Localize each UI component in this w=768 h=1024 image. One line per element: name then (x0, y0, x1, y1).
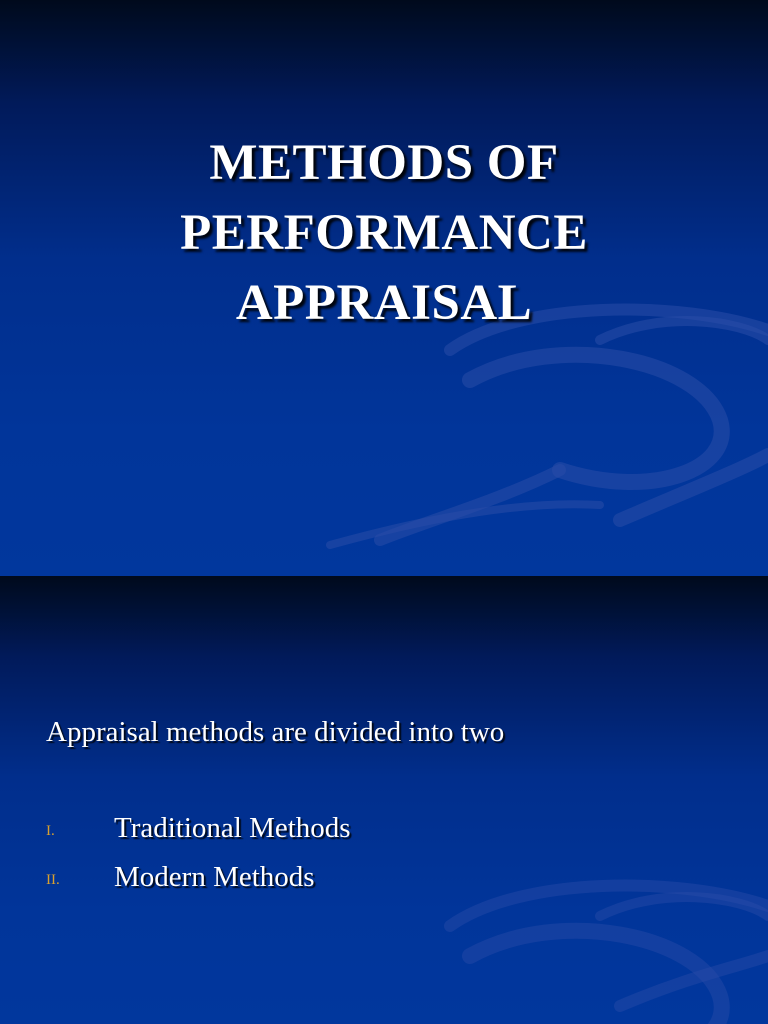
list-item-text: Traditional Methods (114, 812, 351, 844)
content-slide (0, 576, 768, 1024)
title-line-3: APPRAISAL (235, 275, 533, 331)
swoosh-decoration (0, 576, 768, 1024)
list-marker: I. (46, 823, 55, 839)
title-line-1: METHODS OF (209, 135, 559, 191)
slide-title (0, 128, 768, 338)
title-line-2: PERFORMANCE (180, 205, 588, 261)
list-item-text: Modern Methods (114, 861, 315, 893)
intro-text: Appraisal methods are divided into two (46, 716, 505, 748)
list-marker: II. (46, 872, 60, 888)
